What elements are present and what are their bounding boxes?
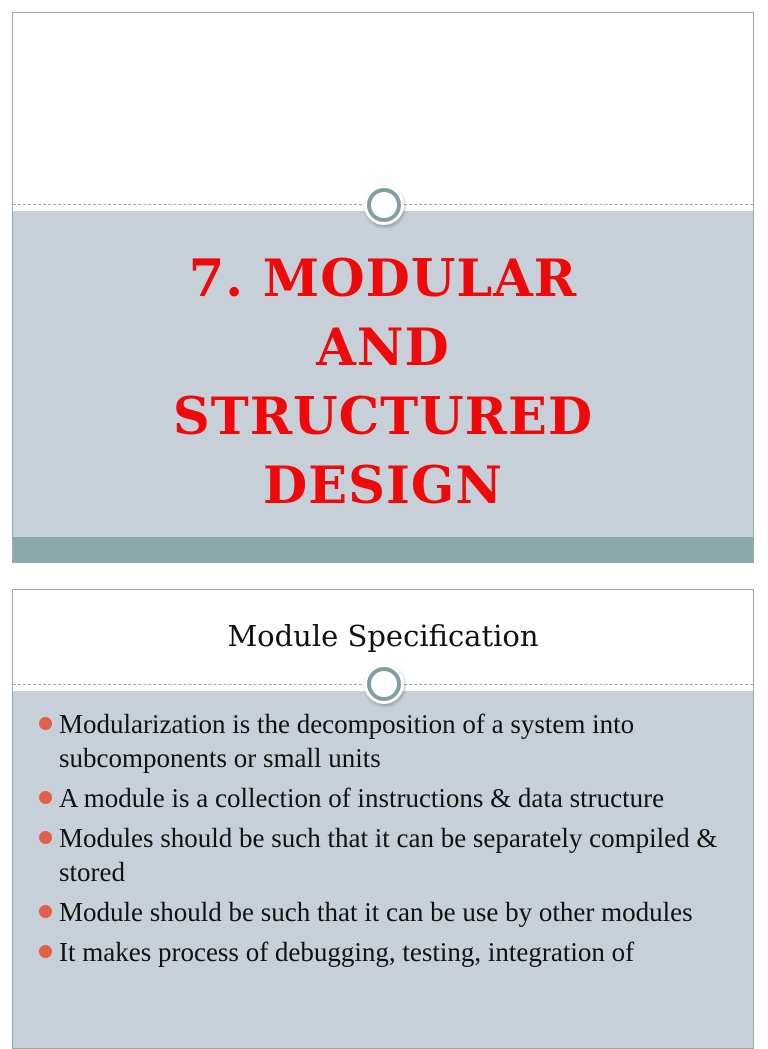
content-slide [12,589,754,1049]
list-item [39,935,739,969]
title-line: 7. MODULAR [188,249,578,309]
list-item [39,781,739,815]
title-line: STRUCTURED [172,387,594,447]
footer-band [13,537,753,563]
title-line: AND [316,318,450,378]
bullet-text: Modularization is the decomposition of a system into subcomponents or small units [59,709,635,773]
ring-ornament-icon [367,667,401,701]
slide-heading: Module Specification [227,619,539,653]
title-line: DESIGN [263,456,503,516]
list-item [39,895,739,929]
bullet-list [39,707,739,975]
list-item [39,707,739,775]
list-item [39,821,739,889]
bullet-dot-icon [39,905,52,918]
ring-ornament-icon [367,188,401,222]
bullet-text: Module should be such that it can be use by other modules [59,897,693,927]
title-slide [12,12,754,563]
bullet-text: A module is a collection of instructions & data structure [59,783,665,813]
bullet-dot-icon [39,945,52,958]
bullet-dot-icon [39,791,52,804]
bullet-text: It makes process of debugging, testing, integration of [59,937,635,967]
bullet-dot-icon [39,717,52,730]
bullet-dot-icon [39,831,52,844]
slide-title [13,245,753,521]
bullet-text: Modules should be such that it can be separately compiled & stored [59,823,718,887]
